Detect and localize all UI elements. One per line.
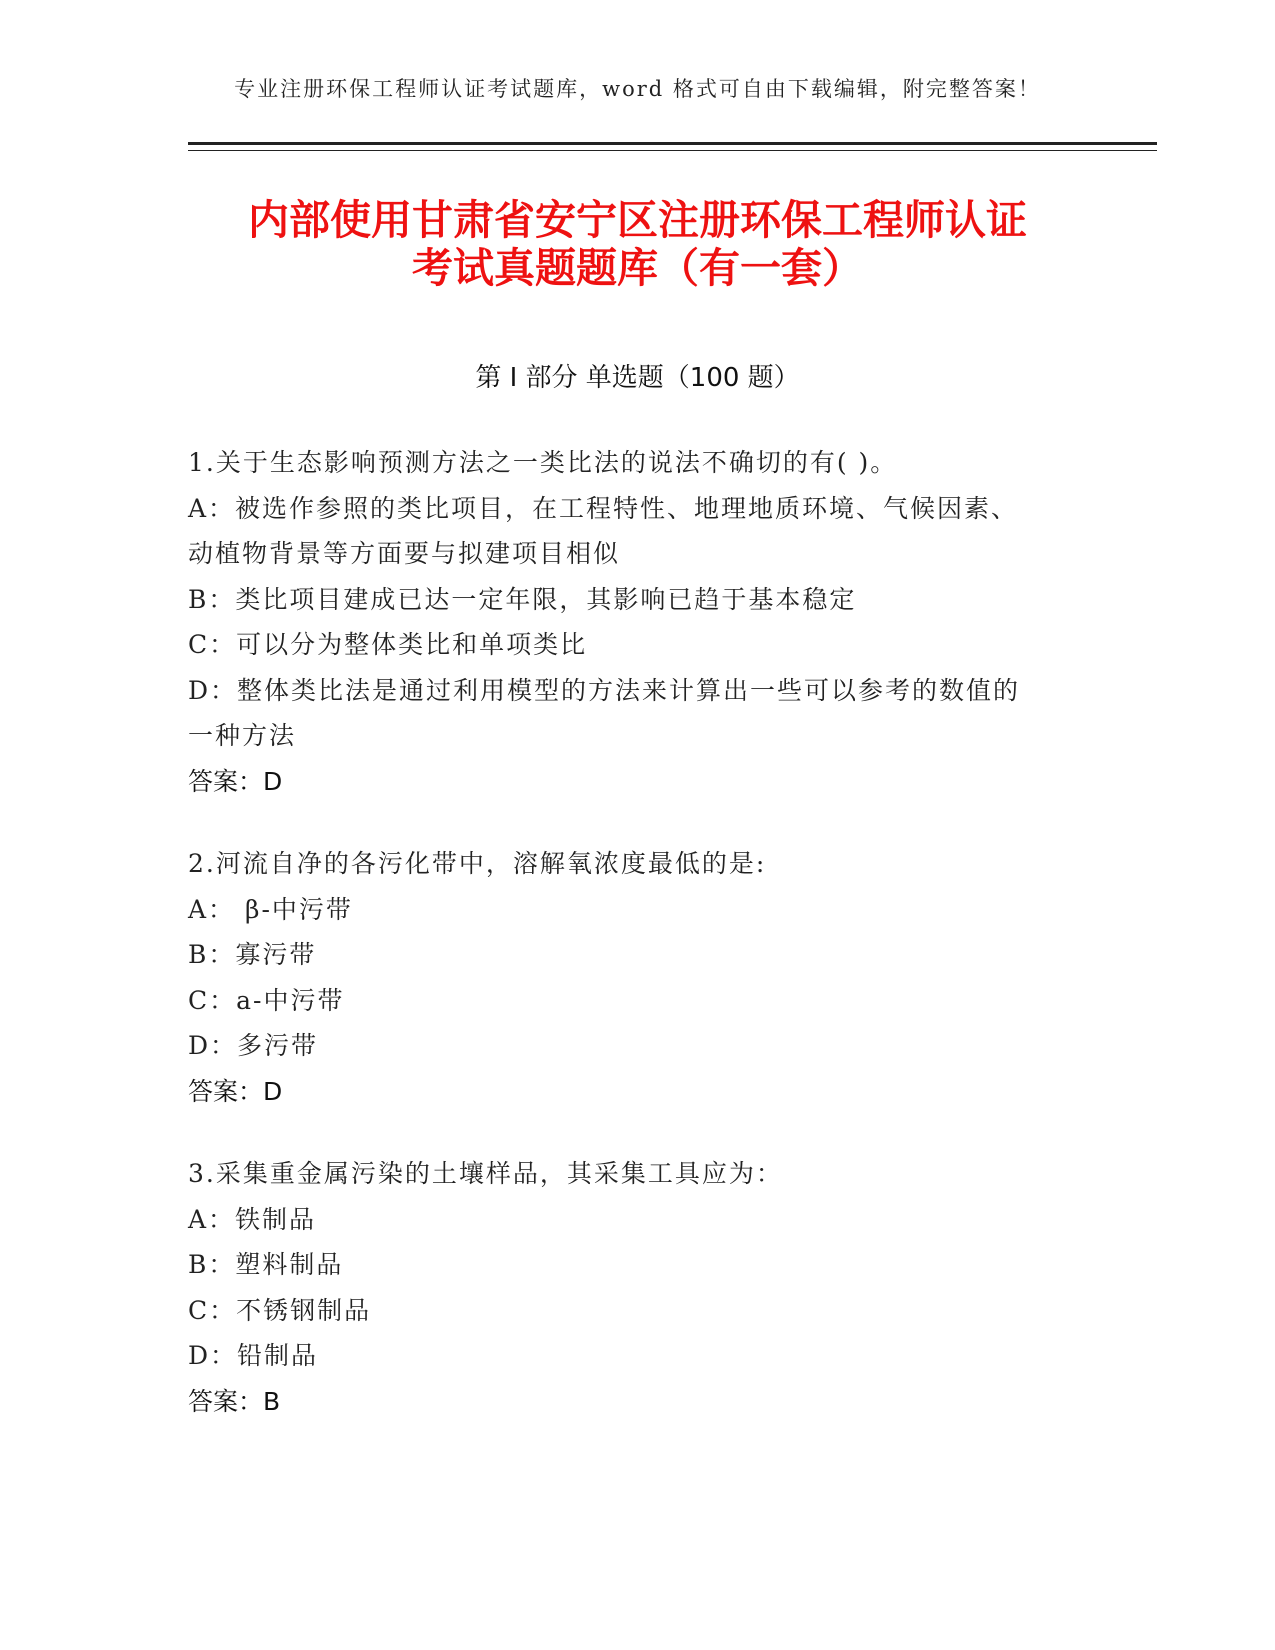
question-option: D：铅制品 — [188, 1341, 319, 1370]
question-option: B：类比项目建成已达一定年限，其影响已趋于基本稳定 — [188, 584, 857, 614]
question-list — [188, 440, 1088, 1461]
header-divider-thin — [188, 150, 1157, 151]
question-option: C：a-中污带 — [188, 985, 345, 1015]
question-answer: 答案：D — [188, 1076, 283, 1106]
document-title-line-1: 内部使用甘肃省安宁区注册环保工程师认证 — [248, 196, 1027, 244]
question-option: C：不锈钢制品 — [188, 1295, 372, 1325]
section-heading: 第 I 部分 单选题（100 题） — [475, 363, 800, 393]
question-option: D：整体类比法是通过利用模型的方法来计算出一些可以参考的数值的 — [188, 675, 1021, 705]
document-title-line-2: 考试真题题库（有一套） — [412, 244, 863, 292]
question-option: B：寡污带 — [188, 940, 317, 969]
question-answer: 答案：D — [188, 766, 283, 796]
question-option: A： β-中污带 — [188, 894, 353, 924]
question-option-continued: 一种方法 — [188, 721, 297, 750]
question-2 — [188, 841, 1088, 1114]
question-option: A：被选作参照的类比项目，在工程特性、地理地质环境、气候因素、 — [188, 493, 1019, 523]
question-option: D：多污带 — [188, 1031, 319, 1060]
header-note: 专业注册环保工程师认证考试题库，word 格式可自由下载编辑，附完整答案！ — [234, 77, 1041, 101]
question-answer: 答案：B — [188, 1386, 281, 1416]
question-3 — [188, 1151, 1088, 1424]
header-divider-thick — [188, 142, 1157, 145]
question-option: A：铁制品 — [188, 1204, 317, 1234]
question-option: B：塑料制品 — [188, 1250, 344, 1279]
question-stem: 2.河流自净的各污化带中，溶解氧浓度最低的是: — [188, 849, 767, 878]
question-stem: 3.采集重金属污染的土壤样品，其采集工具应为： — [188, 1159, 783, 1188]
document-title — [180, 196, 1095, 292]
question-option: C：可以分为整体类比和单项类比 — [188, 630, 588, 659]
question-stem: 1.关于生态影响预测方法之一类比法的说法不确切的有( )。 — [188, 448, 898, 477]
question-1 — [188, 440, 1088, 804]
question-option-continued: 动植物背景等方面要与拟建项目相似 — [188, 539, 621, 568]
